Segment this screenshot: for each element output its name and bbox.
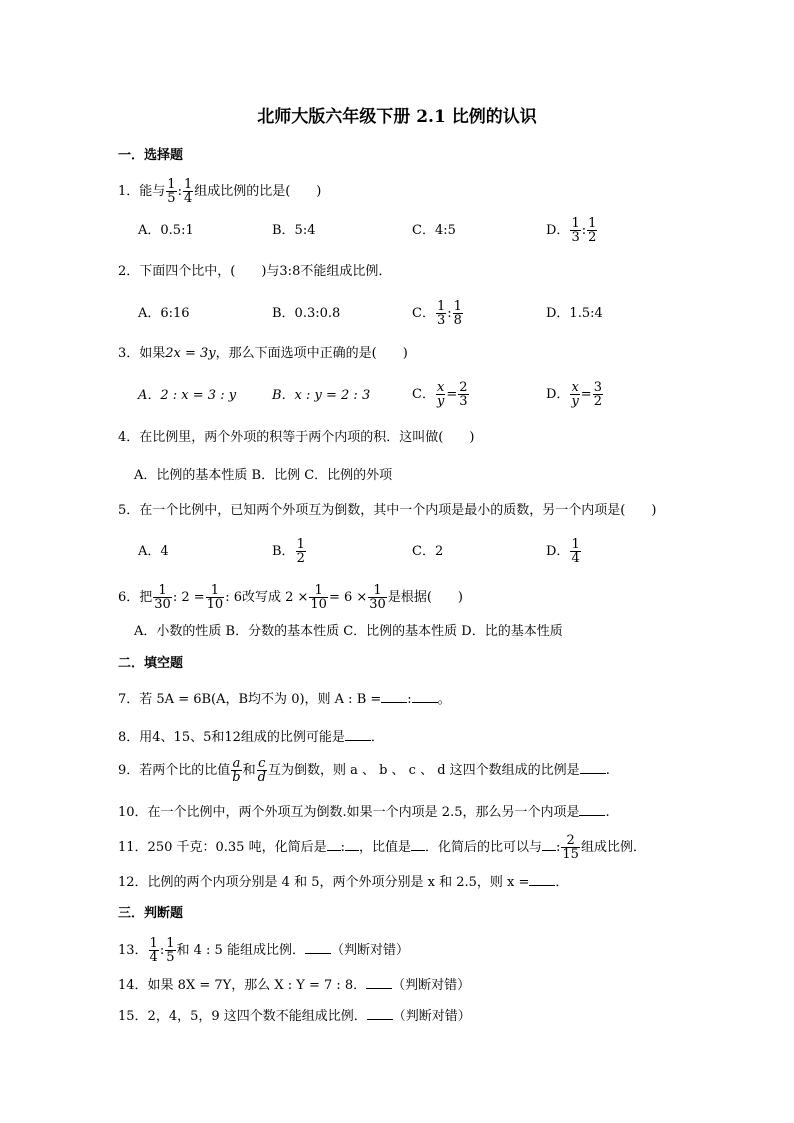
question-10: 10．在一个比例中，两个外项互为倒数.如果一个内项是 2.5，那么另一个内项是 . (118, 802, 610, 823)
question-14: 14．如果 8X = 7Y，那么 X : Y = 7 : 8． （判断对错） (118, 975, 470, 996)
question-3: 3．如果2x = 3y，那么下面选项中正确的是( ) (118, 346, 408, 361)
q2-option-d[interactable]: D．1.5:4 (546, 306, 603, 321)
document-title: 北师大版六年级下册 2.1 比例的认识 (257, 107, 537, 127)
q3-option-c[interactable]: C． $\frac{x}{y}$ = $\frac{2}{3}$ (412, 380, 468, 409)
answer-blank[interactable] (411, 837, 425, 851)
q5-option-d[interactable]: D． $\frac{1}{4}$ (546, 537, 580, 566)
answer-blank[interactable] (345, 727, 371, 741)
question-13: 13． $\frac{1}{4}$ : $\frac{1}{5}$ 和 4 : 5 能组成比例． （判断对错） (118, 936, 409, 965)
section-heading-fill: 二．填空题 (118, 656, 184, 671)
q6-options[interactable]: A．小数的性质 B．分数的基本性质 C．比例的基本性质 D．比的基本性质 (134, 624, 563, 639)
q3-option-d[interactable]: D． $\frac{x}{y}$ = $\frac{3}{2}$ (546, 380, 602, 409)
section-heading-choice: 一．选择题 (118, 148, 184, 163)
question-15: 15．2，4，5，9 这四个数不能组成比例． （判断对错） (118, 1006, 471, 1027)
question-9: 9．若两个比的比值 $\frac{a}{b}$ 和 $\frac{c}{d}$ 互为倒数，则 a 、 b 、 c 、 d 这四个数组成的比例是 . (118, 756, 610, 785)
answer-blank[interactable] (412, 689, 438, 703)
answer-blank[interactable] (366, 975, 392, 989)
answer-blank[interactable] (305, 940, 331, 954)
q2-option-c[interactable]: C． $\frac{1}{3}$ : $\frac{1}{8}$ (412, 299, 462, 328)
question-11: 11．250 千克：0.35 吨，化简后是 : ，比值是 ．化简后的比可以与 : $\frac{2}{15}$ 组成比例． (118, 833, 646, 862)
question-7: 7．若 5A = 6B(A，B均不为 0)，则 A : B = : 。 (118, 689, 451, 710)
answer-blank[interactable] (529, 872, 555, 886)
section-heading-judge: 三．判断题 (118, 906, 184, 921)
q4-options[interactable]: A．比例的基本性质 B．比例 C．比例的外项 (134, 468, 393, 483)
answer-blank[interactable] (542, 837, 556, 851)
answer-blank[interactable] (579, 802, 605, 816)
q5-option-b[interactable]: B． $\frac{1}{2}$ (272, 537, 305, 566)
answer-blank[interactable] (367, 1006, 393, 1020)
answer-blank[interactable] (345, 837, 359, 851)
q5-option-a[interactable]: A．4 (138, 544, 169, 559)
answer-blank[interactable] (381, 689, 407, 703)
answer-blank[interactable] (580, 760, 606, 774)
q5-option-c[interactable]: C．2 (412, 544, 444, 559)
q2-option-a[interactable]: A．6:16 (138, 306, 190, 321)
question-1: 1．能与 $\frac{1}{5}$ : $\frac{1}{4}$ 组成比例的比是( ) (118, 177, 322, 206)
q2-option-b[interactable]: B．0.3:0.8 (272, 306, 341, 321)
question-12: 12．比例的两个内项分别是 4 和 5，两个外项分别是 x 和 2.5，则 x = ． (118, 872, 568, 893)
q3-option-a[interactable]: A．2 : x = 3 : y (138, 388, 237, 403)
answer-blank[interactable] (327, 837, 341, 851)
q1-option-d[interactable]: D． $\frac{1}{3}$ : $\frac{1}{2}$ (546, 216, 597, 245)
q3-equation: 2x = 3y (165, 346, 216, 361)
question-5: 5．在一个比例中，已知两个外项互为倒数，其中一个内项是最小的质数，另一个内项是( ) (118, 503, 657, 518)
q1-suffix: 组成比例的比是( ) (194, 184, 322, 199)
question-6: 6．把 $\frac{1}{30}$ : 2 = $\frac{1}{10}$ : 6改写成 2 × $\frac{1}{10}$ = 6 × $\frac{1}{30}$ 是根据( ) (118, 583, 463, 612)
q1-option-b[interactable]: B．5:4 (272, 223, 316, 238)
q1-fraction-1: $\frac{1}{5}$ (167, 177, 176, 206)
question-4: 4．在比例里，两个外项的积等于两个内项的积．这叫做( ) (118, 430, 475, 445)
q3-option-b[interactable]: B．x : y = 2 : 3 (272, 388, 371, 403)
q1-option-c[interactable]: C．4:5 (412, 223, 456, 238)
question-8: 8．用4、15、5和12组成的比例可能是 ． (118, 727, 384, 748)
q1-option-a[interactable]: A．0.5:1 (138, 223, 194, 238)
q1-prefix: 1．能与 (118, 184, 166, 199)
question-2: 2．下面四个比中，( )与3:8不能组成比例． (118, 264, 392, 279)
q1-fraction-2: $\frac{1}{4}$ (183, 177, 193, 206)
